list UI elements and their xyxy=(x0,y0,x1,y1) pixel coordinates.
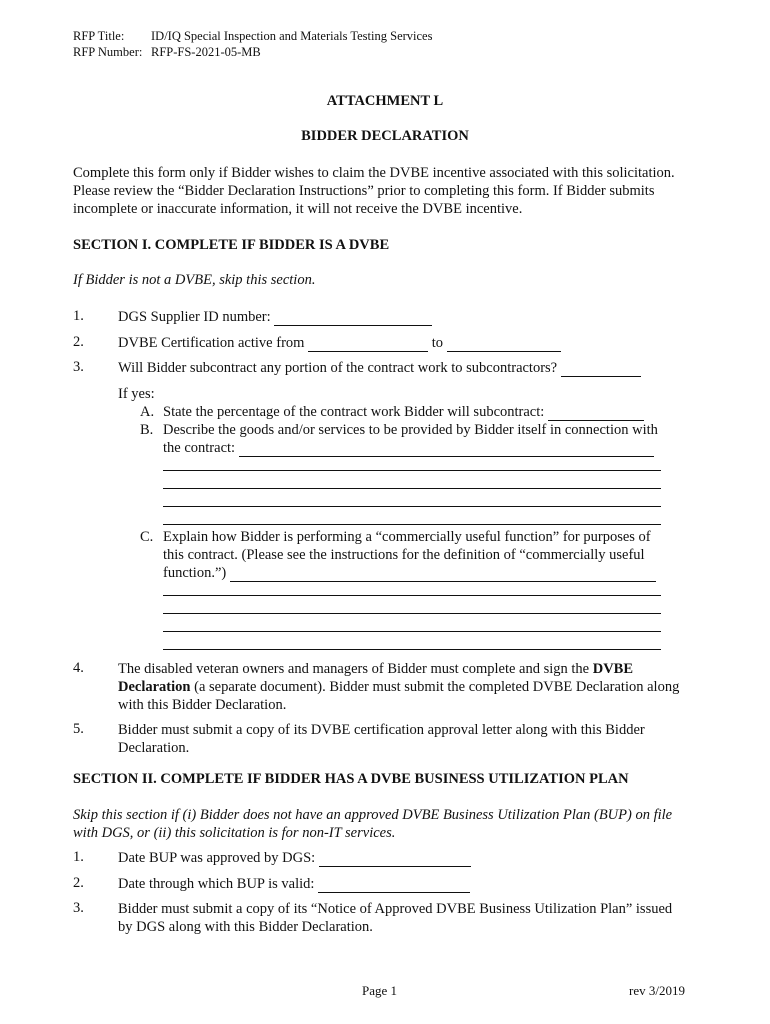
s1-item-4 xyxy=(118,660,683,714)
sub-item-a-text: State the percentage of the contract work Bidder will subcontract: xyxy=(163,404,545,420)
sub-item-c xyxy=(140,528,685,582)
sub-item-c-line-2: this contract. (Please see the instructions for the definition of “commercially useful xyxy=(163,547,645,563)
s2-item-3-number: 3. xyxy=(73,900,84,916)
rfp-title-label: RFP Title: xyxy=(73,29,125,43)
form-title: BIDDER DECLARATION xyxy=(301,128,469,144)
goods-services-field[interactable] xyxy=(239,442,654,457)
s1-item-2-number: 2. xyxy=(73,334,84,350)
s1-item-4-text-end: (a separate document). Bidder must submit the completed DVBE Declaration along with this Bidder Declaration. xyxy=(118,679,680,713)
s1-item-5-number: 5. xyxy=(73,721,84,737)
certification-from-field[interactable] xyxy=(308,337,428,352)
section-2-skip-note: Skip this section if (i) Bidder does not have an approved DVBE Business Utilization Plan (BUP) on file with DGS, or (ii) this solicitation is for non-IT services. xyxy=(73,807,673,841)
s1-item-1 xyxy=(118,308,683,326)
goods-services-line-4[interactable] xyxy=(163,506,661,507)
sub-item-a xyxy=(140,403,685,421)
subcontract-percentage-field[interactable] xyxy=(548,406,644,421)
rfp-title-value: ID/IQ Special Inspection and Materials Testing Services xyxy=(151,29,433,43)
goods-services-line-3[interactable] xyxy=(163,488,661,489)
sub-item-b-line-2: the contract: xyxy=(163,440,236,456)
sub-item-a-letter: A. xyxy=(140,404,155,420)
subcontract-question: Will Bidder subcontract any portion of the contract work to subcontractors? xyxy=(118,360,558,376)
supplier-id-field[interactable] xyxy=(274,311,432,326)
intro-paragraph: Complete this form only if Bidder wishes to claim the DVBE incentive associated with this solicitation. Please review the “Bidder Declaration Instructions” prior to completing this form. If Bidder submits incomplete or inaccurate information, it will not receive the DVBE incentive. xyxy=(73,165,675,217)
rfp-title-row xyxy=(73,28,432,44)
bup-approved-label: Date BUP was approved by DGS: xyxy=(118,850,316,866)
commercially-useful-line-4[interactable] xyxy=(163,631,661,632)
s2-item-1 xyxy=(118,849,683,867)
s2-item-2 xyxy=(118,875,683,893)
sub-item-c-line-1: Explain how Bidder is performing a “commercially useful function” for purposes of xyxy=(163,529,651,545)
s2-item-2-number: 2. xyxy=(73,875,84,891)
s1-item-3-number: 3. xyxy=(73,359,84,375)
s1-item-3 xyxy=(118,359,683,377)
goods-services-line-2[interactable] xyxy=(163,470,661,471)
sub-item-b-letter: B. xyxy=(140,422,154,438)
sub-item-b-line-1: Describe the goods and/or services to be provided by Bidder itself in connection with xyxy=(163,422,658,438)
bup-approved-date-field[interactable] xyxy=(319,852,471,867)
commercially-useful-line-3[interactable] xyxy=(163,613,661,614)
commercially-useful-field[interactable] xyxy=(230,567,656,582)
s1-item-5: Bidder must submit a copy of its DVBE certification approval letter along with this Bidder Declaration. xyxy=(118,722,645,756)
page-number: Page 1 xyxy=(362,983,398,998)
s1-item-4-bold-2: Declaration xyxy=(118,679,191,695)
rfp-number-value: RFP-FS-2021-05-MB xyxy=(151,45,261,59)
section-1-heading: SECTION I. COMPLETE IF BIDDER IS A DVBE xyxy=(73,237,390,253)
s1-item-4-number: 4. xyxy=(73,660,84,676)
certification-to-label: to xyxy=(431,335,443,351)
certification-label: DVBE Certification active from xyxy=(118,335,305,351)
bup-valid-label: Date through which BUP is valid: xyxy=(118,876,315,892)
sub-item-b xyxy=(140,421,685,457)
section-1-skip-note: If Bidder is not a DVBE, skip this section. xyxy=(73,272,316,288)
commercially-useful-line-2[interactable] xyxy=(163,595,661,596)
subcontract-answer-field[interactable] xyxy=(561,362,641,377)
s1-item-4-text-start: The disabled veteran owners and managers of Bidder must complete and sign the xyxy=(118,661,593,677)
if-yes-label: If yes: xyxy=(118,386,155,402)
s1-item-2 xyxy=(118,334,683,352)
commercially-useful-line-5[interactable] xyxy=(163,649,661,650)
attachment-heading: ATTACHMENT L xyxy=(326,93,444,109)
certification-to-field[interactable] xyxy=(447,337,561,352)
sub-item-c-line-3: function.”) xyxy=(163,565,227,581)
supplier-id-label: DGS Supplier ID number: xyxy=(118,309,271,325)
rfp-number-label: RFP Number: xyxy=(73,45,143,59)
rfp-number-row xyxy=(73,44,261,60)
s1-item-1-number: 1. xyxy=(73,308,84,324)
bup-valid-date-field[interactable] xyxy=(318,878,470,893)
revision-label: rev 3/2019 xyxy=(629,983,685,998)
section-2-heading: SECTION II. COMPLETE IF BIDDER HAS A DVBE BUSINESS UTILIZATION PLAN xyxy=(73,771,629,787)
s2-item-3: Bidder must submit a copy of its “Notice of Approved DVBE Business Utilization Plan” issued by DGS along with this Bidder Declaration. xyxy=(118,901,673,935)
sub-item-c-letter: C. xyxy=(140,529,154,545)
s1-item-4-bold-1: DVBE xyxy=(592,661,634,677)
goods-services-line-5[interactable] xyxy=(163,524,661,525)
s2-item-1-number: 1. xyxy=(73,849,84,865)
